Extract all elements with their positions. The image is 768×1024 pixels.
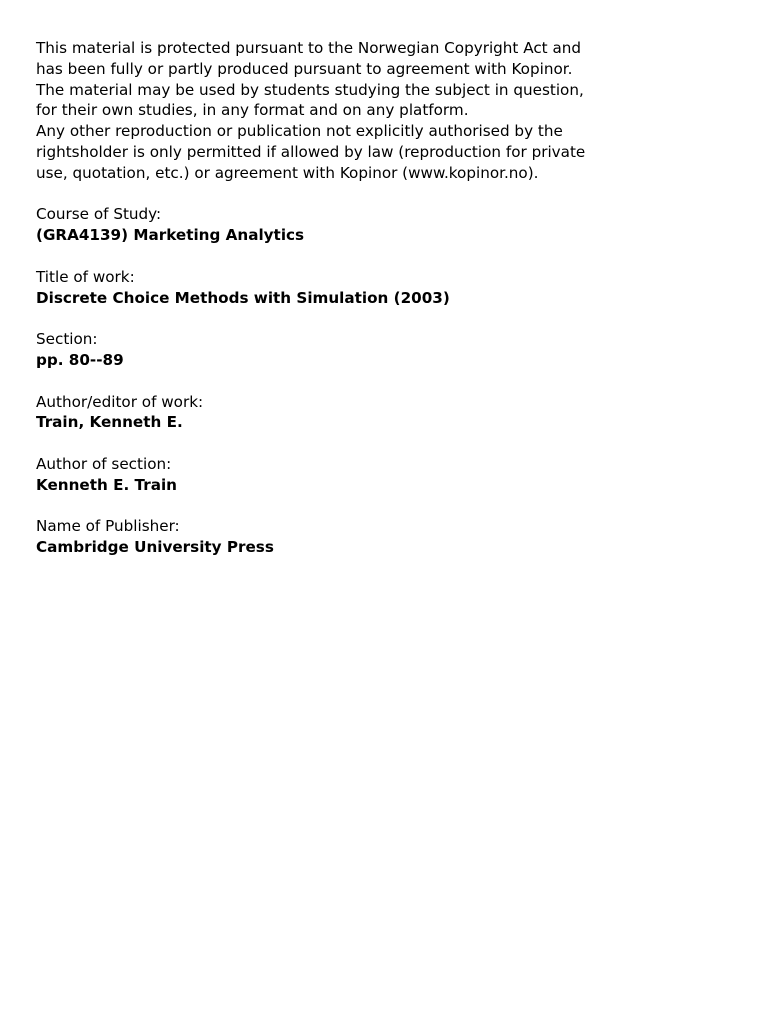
notice-line: use, quotation, etc.) or agreement with Kopinor (www.kopinor.no). <box>36 163 539 182</box>
section-author-field <box>36 454 736 496</box>
section-value: pp. 80--89 <box>36 350 124 369</box>
notice-line: has been fully or partly produced pursuant to agreement with Kopinor. <box>36 59 573 78</box>
notice-line: Any other reproduction or publication not explicitly authorised by the <box>36 122 563 141</box>
author-editor-field <box>36 392 736 434</box>
section-author-value: Kenneth E. Train <box>36 475 177 494</box>
section-author-label: Author of section: <box>36 454 172 473</box>
course-of-study-field <box>36 204 736 246</box>
publisher-label: Name of Publisher: <box>36 517 180 536</box>
title-of-work-value: Discrete Choice Methods with Simulation (2003) <box>36 288 450 307</box>
publisher-value: Cambridge University Press <box>36 538 274 557</box>
section-label: Section: <box>36 330 98 349</box>
author-editor-value: Train, Kenneth E. <box>36 413 183 432</box>
copyright-notice <box>36 38 736 184</box>
notice-line: for their own studies, in any format and on any platform. <box>36 101 469 120</box>
section-field <box>36 329 736 371</box>
author-editor-label: Author/editor of work: <box>36 392 204 411</box>
notice-line: This material is protected pursuant to the Norwegian Copyright Act and <box>36 39 582 57</box>
course-of-study-label: Course of Study: <box>36 205 162 224</box>
notice-line: rightsholder is only permitted if allowed by law (reproduction for private <box>36 142 586 161</box>
title-of-work-label: Title of work: <box>36 267 135 286</box>
publisher-field <box>36 516 736 558</box>
title-of-work-field <box>36 267 736 309</box>
notice-line: The material may be used by students studying the subject in question, <box>36 80 584 99</box>
course-of-study-value: (GRA4139) Marketing Analytics <box>36 226 305 245</box>
document-page <box>36 38 736 558</box>
